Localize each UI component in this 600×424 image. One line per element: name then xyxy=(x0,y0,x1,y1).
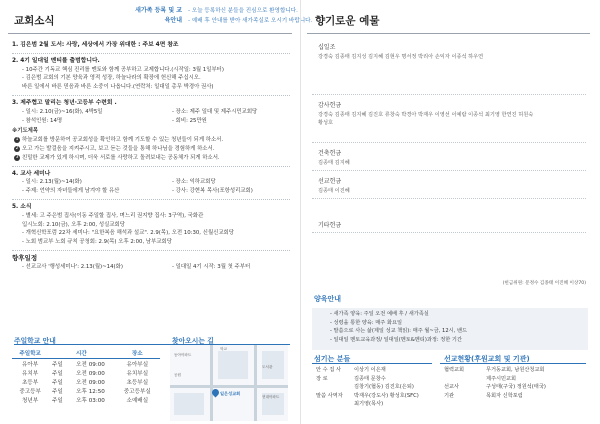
col-header: 장소 xyxy=(115,348,160,359)
table-row: 유아부 주일 오전 09:00 유아부실 xyxy=(22,361,149,368)
table-row: 유치부 주일 오전 09:00 유치부실 xyxy=(22,370,149,377)
servers-list xyxy=(316,366,419,409)
missions-title: 선교현황(후원교회 및 기관) xyxy=(444,355,530,363)
news-item-4: 4. 교사 세미나 xyxy=(12,170,51,177)
news-line: - 참석인원: 14명 - 회비: 25만원 xyxy=(22,117,207,124)
news-line: - 주제: 언약의 자녀들에게 남겨야 할 유산 - 강사: 강현복 목사(포항성리교회) xyxy=(22,188,253,195)
list-item: 말씀 사역자 박재우(강도사) 황성호(SFC) xyxy=(316,392,419,399)
map-label: 공원 xyxy=(174,373,181,377)
offering-mission: 선교헌금 김종태 이진혜 xyxy=(318,178,350,194)
church-label: 일은성교회 xyxy=(220,391,241,396)
col-header: 시간 xyxy=(48,348,114,359)
list-item: 안 수 집 사 이상기 이은재 xyxy=(316,367,386,373)
guidance-line: - 새가족 양육: 주일 오전 예배 후 / 새가족실 xyxy=(330,311,429,317)
new-member-label: 새가족 등록 및 교육안내 xyxy=(135,7,182,24)
prayer-item: 1 하늘교회를 방문하여 공교회성을 확인하고 함께 기도할 수 있는 청년들이 되게 하소서. xyxy=(15,137,224,144)
table-row: 초등부 주일 오전 09:00 초등부실 xyxy=(22,379,149,386)
news-item-5: 5. 소식 xyxy=(12,203,32,210)
news-line: - 일시: 2.13(월)~14(화) - 장소: 익하교회당 xyxy=(22,179,216,186)
prayer-item: 2 오고 가는 발걸음을 지켜주시고, 보고 듣는 것들을 통해 하나님을 경험하게 하소서. xyxy=(15,145,215,152)
news-line: - 10주간 기독교 핵심 진리를 멘토와 함께 공부하고 교제합니다.(시작일: 3월 1일부터) xyxy=(22,66,224,73)
upcoming-line: - 선교교사 '행성세미나': 2.13(월)~14(화) - 일대일 4기 시작: 3월 첫 주부터 xyxy=(22,263,251,270)
list-item: 선교사 구성태(구국) 정원석(태국) xyxy=(444,384,546,390)
servers-title: 섬기는 분들 xyxy=(314,355,351,363)
table-row: 중고등부 주일 오후 12:50 중고등부실 xyxy=(19,389,151,396)
guidance-line: - 일대일 멘토교육과정/ 일대일(멘토&멘티)과정: 정한 기간 xyxy=(330,336,462,343)
map-label: 동아아파트 xyxy=(174,353,192,357)
news-item-2: 2. 4기 일대일 멘티를 출범합니다. xyxy=(12,57,100,64)
list-item: 협력교회 무거동교회, 남원산청교회 xyxy=(444,367,545,373)
offering-committee-note: (헌금위원: 문정수 김종태 이진혜 이상70) xyxy=(502,281,586,286)
left-header xyxy=(8,4,313,34)
missions-list xyxy=(444,366,546,400)
map-label: 학교 xyxy=(220,347,227,351)
news-line: - 일시: 2.10(금)~16(화), 4박5일 - 장소: 제주 일대 및 제주시민교회당 xyxy=(22,108,258,115)
col-header: 주일학교 xyxy=(12,348,48,359)
list-item: 김창기(협동) 김진호(은퇴) xyxy=(354,384,414,390)
offering-tithe: 십일조 강경숙 김종태 김지성 김지혜 김현우 명서정 박리아 손익자 이종석 하우연 xyxy=(318,44,484,60)
news-line: 입시노회: 2.10(금), 오후 2:00, 성실교회당 xyxy=(22,221,125,228)
location-map[interactable] xyxy=(170,345,288,421)
upcoming-title: 향후일정 xyxy=(12,253,38,262)
prayer-item: 3 친밀한 교제가 있게 하시며, 더욱 서로를 사랑하고 돌려보내는 공동체가 되게 하소서. xyxy=(15,154,220,161)
news-line: 바른 일에서 바른 믿음과 바른 소중이 나옵니다.(연락처: 일대일 총무 박경아 권사) xyxy=(22,84,214,91)
map-label: 현대아파트 xyxy=(262,395,280,399)
news-line: - 별세: 고 주은범 집사(이동 주일할 집사, 며느리 권지향 집사: 3구역), 국화관 xyxy=(22,212,204,219)
right-header xyxy=(307,4,590,34)
news-item-3: 3. 제주협고 말리는 청년·고등부 수련회 . xyxy=(12,99,117,106)
map-label: 도서관 xyxy=(262,365,273,369)
prayer-title: ※기도제목 xyxy=(12,128,39,135)
directions-title: 찾아오시는 길 xyxy=(172,337,214,345)
offering-building: 건축헌금 김종태 김지혜 xyxy=(318,150,350,166)
list-item: 최기영(목사) xyxy=(354,401,384,407)
guidance-line: - 성령을 통한 양육: 매주 화요일 xyxy=(330,319,402,326)
guidance-title: 양육안내 xyxy=(314,295,342,303)
sunday-school-table xyxy=(12,348,160,405)
offering-other: 기타헌금 xyxy=(318,222,342,229)
table-row: 청년부 주일 오후 03:00 소예배실 xyxy=(22,398,149,405)
news-line: - 노회 범교부 노회 규칙 공청회: 2.9(목) 오후 2:00, 남부교회당 xyxy=(22,239,172,246)
offering-thanks: 감사헌금 강경숙 김종태 김지혜 김진호 류창숙 박경아 박재우 이영선 이예람 이종석 최기영 한연진 허원숙 황성호 xyxy=(318,102,534,126)
new-member-notes: - 오늘 등록하신 분들을 진심으로 환영합니다. - 예배 후 안내를 받아 새가족실로 오시기 바랍니다. xyxy=(188,8,313,24)
list-item: 기관 목회자 신학포럼 xyxy=(444,392,523,399)
offering-title: 향기로운 예물 xyxy=(315,15,380,27)
news-line: - 김은범 교회의 기본 양육과 영적 성장, 하늘나라의 확장에 헌신해 주십시오. xyxy=(22,75,201,82)
news-item-1: 1. 김은범 2월 도서: 사랑, 세상에서 가장 위대한 : 주보 4면 참조 xyxy=(12,42,179,48)
list-item: 장 로 김종태 문창수 xyxy=(316,375,386,382)
page-title: 교회소식 xyxy=(14,15,55,27)
list-item: 제주시민교회 xyxy=(486,375,517,382)
guidance-box xyxy=(312,308,588,350)
news-list xyxy=(12,38,290,272)
news-line: - 개혁신학포럼 22차 세미나: "요한복음 해석과 설교". 2.9(목), 오전 10:30, 신월신교회당 xyxy=(22,230,234,237)
guidance-line: - 말씀으로 사는 삶(제일 성교 책읽): 매주 월~금, 12시, 밴드 xyxy=(330,328,467,334)
sunday-school-title: 주일학교 안내 xyxy=(14,337,56,345)
